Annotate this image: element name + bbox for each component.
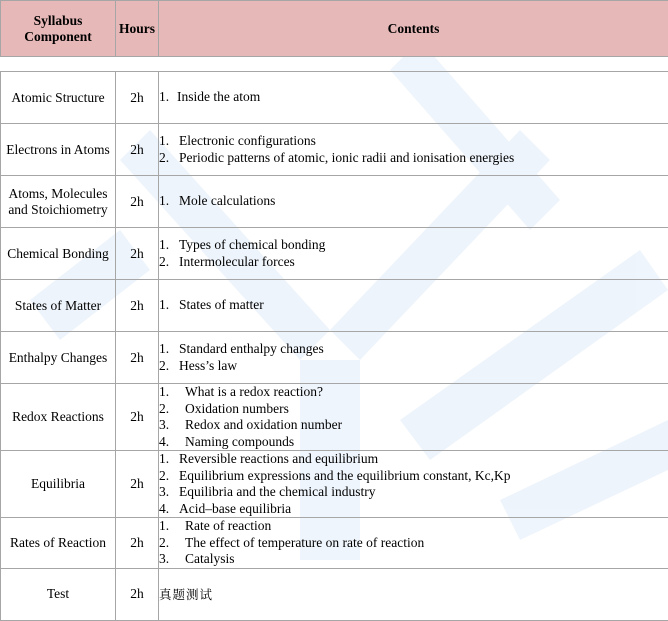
content-item: 3. Redox and oxidation number	[159, 417, 343, 432]
hours-cell: 2h	[116, 568, 159, 620]
component-cell: Redox Reactions	[1, 384, 116, 451]
header-hours: Hours	[116, 1, 159, 57]
content-item: 3. Catalysis	[159, 551, 235, 566]
hours-cell: 2h	[116, 176, 159, 228]
table-row	[1, 280, 668, 332]
content-item: 2. Oxidation numbers	[159, 400, 289, 416]
content-item: 1. Types of chemical bonding	[159, 237, 326, 252]
hours-cell: 2h	[116, 518, 159, 569]
contents-cell	[159, 176, 668, 228]
contents-cell	[159, 451, 668, 518]
component-cell	[1, 176, 116, 228]
table-row	[1, 384, 668, 451]
header-contents: Contents	[159, 1, 668, 57]
component-cell: Enthalpy Changes	[1, 332, 116, 384]
content-item: 2. The effect of temperature on rate of reaction	[159, 534, 425, 550]
hours-cell: 2h	[116, 228, 159, 280]
contents-cell	[159, 124, 668, 176]
content-item: 4. Acid–base equilibria	[159, 500, 292, 516]
hours-cell: 2h	[116, 384, 159, 451]
content-item: 1. Mole calculations	[159, 193, 276, 209]
content-item: 2. Hess’s law	[159, 357, 238, 373]
component-line2: and Stoichiometry	[8, 201, 108, 217]
table-row	[1, 72, 668, 124]
component-cell: Test	[1, 568, 116, 620]
table-row	[1, 228, 668, 280]
hours-cell: 2h	[116, 332, 159, 384]
table-row	[1, 518, 668, 569]
component-line1: Atoms, Molecules	[8, 185, 108, 201]
table-row	[1, 568, 668, 620]
content-item: 1. States of matter	[159, 297, 264, 313]
contents-cell	[159, 568, 668, 620]
component-cell: Chemical Bonding	[1, 228, 116, 280]
table-row	[1, 451, 668, 518]
contents-cell	[159, 332, 668, 384]
component-cell: Rates of Reaction	[1, 518, 116, 569]
contents-cell	[159, 518, 668, 569]
content-item: 1. Reversible reactions and equilibrium	[159, 451, 379, 466]
hours-cell: 2h	[116, 280, 159, 332]
component-cell: Equilibria	[1, 451, 116, 518]
header-component-line2: Component	[24, 28, 92, 44]
content-item: 1. Inside the atom	[159, 89, 261, 105]
contents-cell	[159, 280, 668, 332]
hours-cell: 2h	[116, 72, 159, 124]
content-item: 2. Intermolecular forces	[159, 253, 295, 269]
content-item: 3. Equilibria and the chemical industry	[159, 484, 376, 499]
header-row	[1, 1, 668, 57]
content-item: 4. Naming compounds	[159, 433, 295, 449]
content-item: 1. What is a redox reaction?	[159, 384, 323, 399]
spacer-row	[1, 57, 668, 72]
content-item: 2. Periodic patterns of atomic, ionic radii and ionisation energies	[159, 149, 515, 165]
content-item: 1. Electronic configurations	[159, 133, 316, 148]
content-item: 1. Rate of reaction	[159, 518, 272, 533]
header-syllabus-component	[1, 1, 116, 57]
component-cell: Atomic Structure	[1, 72, 116, 124]
content-item: 1. Standard enthalpy changes	[159, 341, 324, 356]
content-text: 真题测试	[159, 587, 214, 602]
table-row	[1, 124, 668, 176]
content-item: 2. Equilibrium expressions and the equilibrium constant, Kc,Kp	[159, 467, 511, 483]
hours-cell: 2h	[116, 451, 159, 518]
contents-cell	[159, 384, 668, 451]
contents-cell	[159, 228, 668, 280]
component-cell: Electrons in Atoms	[1, 124, 116, 176]
table-row	[1, 332, 668, 384]
header-component-line1: Syllabus	[33, 12, 83, 28]
table-row	[1, 176, 668, 228]
hours-cell: 2h	[116, 124, 159, 176]
component-cell: States of Matter	[1, 280, 116, 332]
contents-cell	[159, 72, 668, 124]
